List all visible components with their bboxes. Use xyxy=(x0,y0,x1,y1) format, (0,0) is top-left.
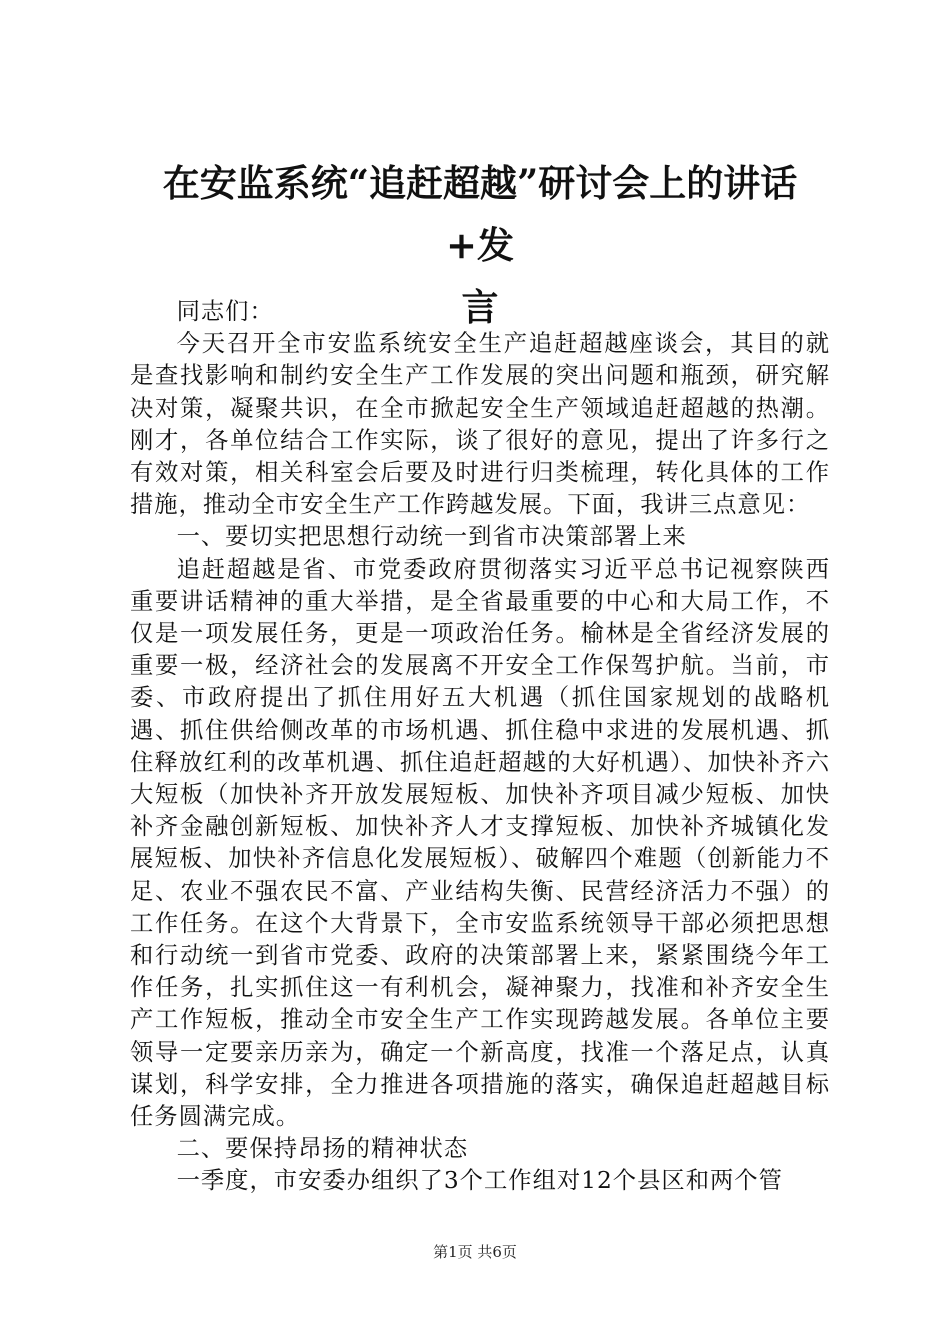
section-heading-2: 二、要保持昂扬的精神状态 xyxy=(176,1135,469,1163)
paragraph-section-1: 追赶超越是省、市党委政府贯彻落实习近平总书记视察陕西重要讲话精神的重大举措，是全省最重要的中心和大局工作，不仅是一项发展任务，更是一项政治任务。榆林是全省经济发展的重要一极，经济社会的发展离不开安全工作保驾护航。当前，市委、市政府提出了抓住用好五大机遇（抓住国家规划的战略机遇、抓住供给侧改革的市场机遇、抓住稳中求进的发展机遇、抓住释放红利的改革机遇、抓住追赶超越的大好机遇）、加快补齐六大短板（加快补齐开放发展短板、加快补齐项目减少短板、加快补齐金融创新短板、加快补齐人才支撑短板、加快补齐城镇化发展短板、加快补齐信息化发展短板）、破解四个难题（创新能力不足、农业不强农民不富、产业结构失衡、民营经济活力不强）的工作任务。在这个大背景下，全市安监系统领导干部必须把思想和行动统一到省市党委、政府的决策部署上来，紧紧围绕今年工作任务，扎实抓住这一有利机会，凝神聚力，找准和补齐安全生产工作短板，推动全市安全生产工作实现跨越发展。各单位主要领导一定要亲历亲为，确定一个新高度，找准一个落足点，认真谋划，科学安排，全力推进各项措施的落实，确保追赶超越目标任务圆满完成。 xyxy=(130,555,830,1131)
paragraph-intro: 今天召开全市安监系统安全生产追赶超越座谈会，其目的就是查找影响和制约安全生产工作发展的突出问题和瓶颈，研究解决对策，凝聚共识，在全市掀起安全生产领域追赶超越的热潮。刚才，各单位结合工作实际，谈了很好的意见，提出了许多行之有效对策，相关科室会后要及时进行归类梳理，转化具体的工作措施，推动全市安全生产工作跨越发展。下面，我讲三点意见： xyxy=(130,330,830,519)
title-line-1: 在安监系统“追赶超越”研讨会上的讲话+发 xyxy=(162,161,798,267)
title-line-2: 言 xyxy=(461,285,499,329)
salutation: 同志们： xyxy=(176,298,274,325)
paragraph-section-2: 一季度，市安委办组织了3个工作组对12个县区和两个管 xyxy=(176,1167,783,1195)
section-heading-1: 一、要切实把思想行动统一到省市决策部署上来 xyxy=(176,523,687,551)
page-footer: 第1页 共6页 xyxy=(433,1243,517,1261)
document-body xyxy=(130,296,830,1198)
